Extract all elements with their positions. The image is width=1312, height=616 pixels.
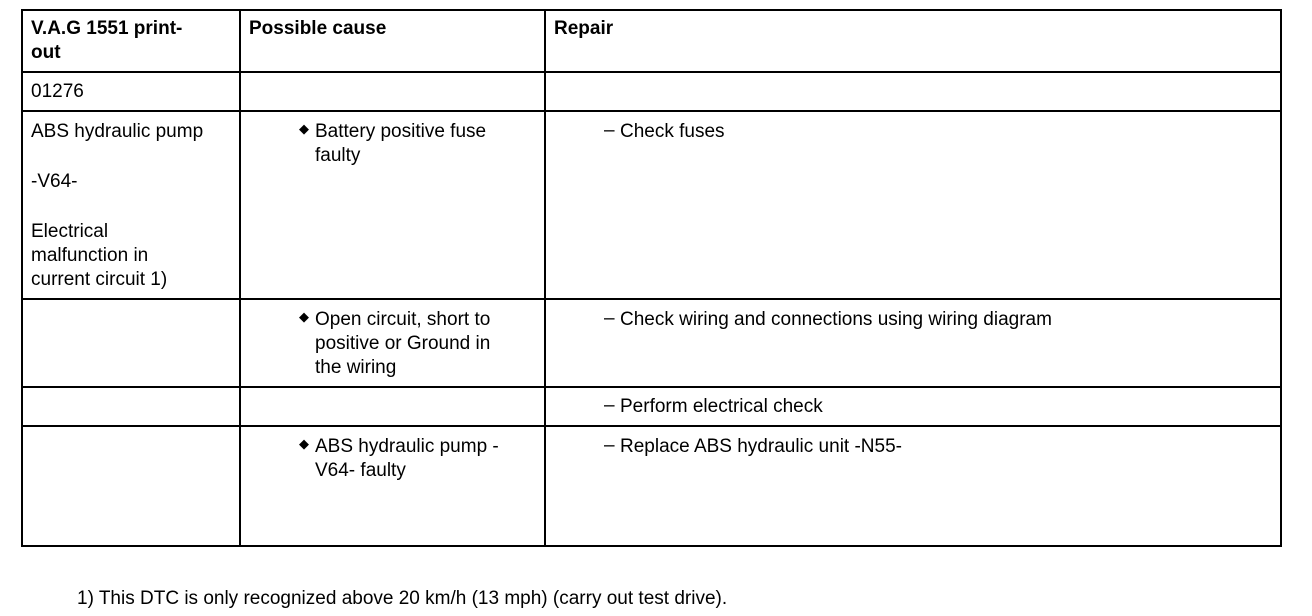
- dtc-table: [21, 9, 1282, 547]
- dash-icon: –: [604, 120, 615, 141]
- printout-cell: [22, 111, 240, 299]
- repair-item: [554, 435, 1272, 459]
- header-cause: Possible cause: [240, 10, 545, 72]
- header-printout-line2: out: [31, 42, 61, 63]
- cause-cell: [240, 426, 545, 546]
- header-printout-line1: V.A.G 1551 print-: [31, 18, 183, 39]
- dash-icon: –: [604, 395, 615, 416]
- empty-cell: [545, 72, 1281, 111]
- repair-item: [554, 120, 1272, 144]
- component-id: -V64-: [31, 171, 78, 192]
- component-name: ABS hydraulic pump: [31, 121, 204, 142]
- cause-line2: positive or Ground in: [315, 333, 491, 354]
- cause-line2: faulty: [315, 145, 361, 166]
- footnote: 1) This DTC is only recognized above 20 km/h (13 mph) (carry out test drive).: [77, 588, 728, 609]
- empty-cell: [22, 299, 240, 387]
- bullet-icon: ◆: [299, 309, 309, 324]
- bullet-icon: ◆: [299, 436, 309, 451]
- repair-cell: [545, 111, 1281, 299]
- table-header-row: [22, 10, 1281, 72]
- fault-line2: malfunction in: [31, 245, 149, 266]
- table-row: [22, 72, 1281, 111]
- repair-text: Replace ABS hydraulic unit -N55-: [620, 436, 902, 457]
- dash-icon: –: [604, 435, 615, 456]
- repair-cell: [545, 426, 1281, 546]
- table-row: [22, 299, 1281, 387]
- repair-cell: [545, 387, 1281, 426]
- table-row: [22, 111, 1281, 299]
- repair-text: Check fuses: [620, 121, 725, 142]
- empty-cell: [22, 387, 240, 426]
- bullet-icon: ◆: [299, 121, 309, 136]
- repair-text: Check wiring and connections using wiring diagram: [620, 309, 1052, 330]
- header-repair: Repair: [545, 10, 1281, 72]
- repair-item: [554, 395, 1272, 419]
- empty-cell: [240, 72, 545, 111]
- cause-cell: [240, 299, 545, 387]
- fault-line3: current circuit 1): [31, 269, 168, 290]
- cause-line2: V64- faulty: [315, 460, 406, 481]
- empty-cell: [240, 387, 545, 426]
- cause-line1: Battery positive fuse: [315, 121, 487, 142]
- cause-line1: ABS hydraulic pump -: [315, 436, 499, 457]
- repair-text: Perform electrical check: [620, 396, 823, 417]
- fault-code: 01276: [22, 72, 240, 111]
- cause-item: [249, 435, 536, 483]
- cause-item: [249, 308, 536, 380]
- fault-line1: Electrical: [31, 221, 109, 242]
- cause-item: [249, 120, 536, 168]
- cause-cell: [240, 111, 545, 299]
- cause-line3: the wiring: [315, 357, 397, 378]
- table-row: [22, 387, 1281, 426]
- repair-item: [554, 308, 1272, 332]
- cause-line1: Open circuit, short to: [315, 309, 491, 330]
- dash-icon: –: [604, 308, 615, 329]
- empty-cell: [22, 426, 240, 546]
- header-printout: [22, 10, 240, 72]
- repair-cell: [545, 299, 1281, 387]
- table-row: [22, 426, 1281, 546]
